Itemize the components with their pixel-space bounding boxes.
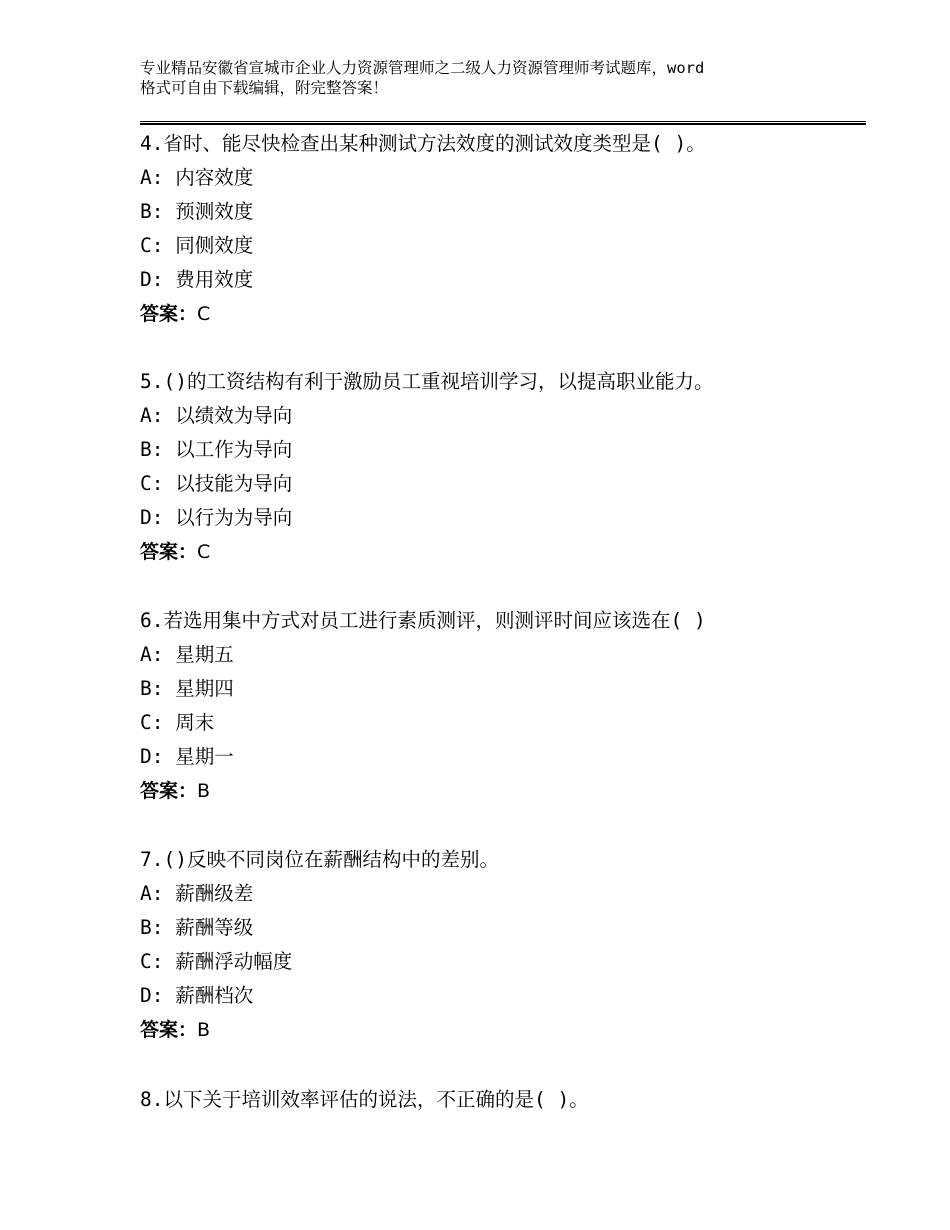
answer-label: 答案： — [140, 541, 198, 563]
answer-value: B — [197, 1019, 211, 1041]
answer-label: 答案： — [140, 303, 198, 325]
question-text: 6.若选用集中方式对员工进行素质测评，则测评时间应该选在( ) — [140, 609, 706, 632]
option-d: D: 薪酬档次 — [140, 984, 254, 1007]
option-b: B: 星期四 — [140, 677, 234, 700]
option-a: A: 以绩效为导向 — [140, 404, 293, 427]
answer-line — [140, 540, 210, 564]
answer-label: 答案： — [140, 780, 198, 802]
option-a: A: 内容效度 — [140, 166, 254, 189]
option-b: B: 以工作为导向 — [140, 438, 293, 461]
option-a: A: 薪酬级差 — [140, 882, 254, 905]
answer-value: C — [197, 541, 211, 563]
answer-line — [140, 779, 210, 803]
option-d: D: 费用效度 — [140, 268, 254, 291]
question-text: 8.以下关于培训效率评估的说法，不正确的是( )。 — [140, 1088, 589, 1111]
option-d: D: 以行为为导向 — [140, 506, 293, 529]
question-text: 5.()的工资结构有利于激励员工重视培训学习，以提高职业能力。 — [140, 370, 714, 393]
answer-value: B — [197, 780, 211, 802]
answer-value: C — [197, 303, 211, 325]
option-a: A: 星期五 — [140, 643, 234, 666]
option-b: B: 薪酬等级 — [140, 916, 254, 939]
document-header — [140, 58, 840, 98]
question-text: 7.()反映不同岗位在薪酬结构中的差别。 — [140, 848, 499, 871]
header-line-1: 专业精品安徽省宣城市企业人力资源管理师之二级人力资源管理师考试题库，word — [140, 59, 705, 77]
option-c: C: 周末 — [140, 711, 215, 734]
answer-line — [140, 302, 210, 326]
header-line-2: 格式可自由下载编辑，附完整答案！ — [140, 79, 389, 97]
header-divider — [140, 121, 866, 125]
option-c: C: 以技能为导向 — [140, 472, 293, 495]
question-text: 4.省时、能尽快检查出某种测试方法效度的测试效度类型是( )。 — [140, 132, 706, 155]
option-b: B: 预测效度 — [140, 200, 254, 223]
answer-line — [140, 1018, 210, 1042]
option-c: C: 薪酬浮动幅度 — [140, 950, 293, 973]
option-d: D: 星期一 — [140, 745, 234, 768]
option-c: C: 同侧效度 — [140, 234, 254, 257]
answer-label: 答案： — [140, 1019, 198, 1041]
